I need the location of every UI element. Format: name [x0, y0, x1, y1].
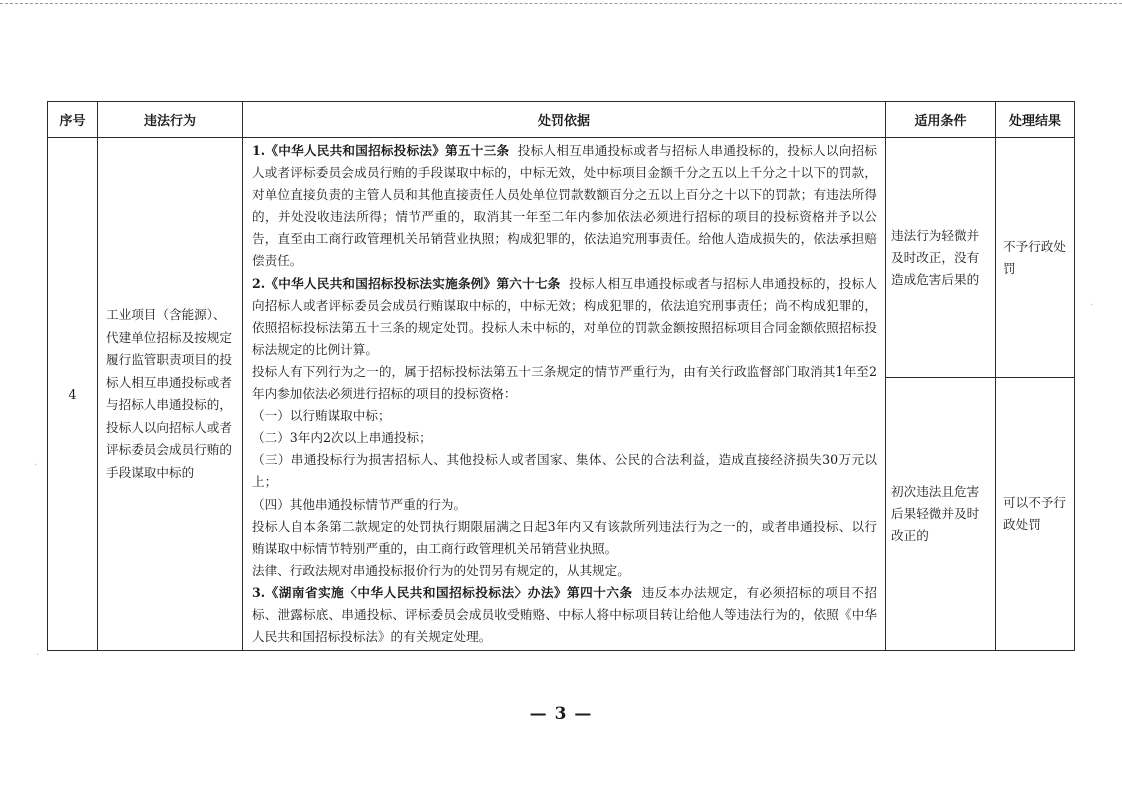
row-number: 4	[48, 138, 98, 651]
scan-top-edge	[0, 3, 1122, 4]
basis-item-2-title: 2.《中华人民共和国招标投标法实施条例》第六十七条	[252, 275, 561, 291]
penalty-table	[47, 101, 1075, 651]
result-2: 可以不予行政处罚	[996, 378, 1075, 651]
basis-clause-4: （四）其他串通投标情节严重的行为。	[252, 496, 467, 512]
basis-item-2	[252, 273, 877, 361]
basis-item-1	[252, 140, 877, 273]
scan-speck: ·	[34, 460, 38, 471]
basis-clause-2: （二）3年内2次以上串通投标；	[252, 430, 432, 446]
basis-item-1-title: 1.《中华人民共和国招标投标法》第五十三条	[252, 143, 510, 158]
header-condition: 适用条件	[886, 102, 996, 138]
page-number: — 3 —	[529, 704, 593, 724]
header-result: 处理结果	[996, 102, 1075, 138]
basis-intro: 投标人有下列行为之一的，属于招标投标法第五十三条规定的情节严重行为，由有关行政监督部门取消其1年至2年内参加依法必须进行招标的项目的投标资格：	[252, 363, 877, 402]
basis-clause-3: （三）串通投标行为损害招标人、其他投标人或者国家、集体、公民的合法利益，造成直接经济损失30万元以上；	[252, 452, 877, 490]
penalty-basis	[243, 138, 886, 651]
scan-speck: ·	[36, 650, 40, 661]
result-1: 不予行政处罚	[996, 138, 1075, 378]
basis-item-3-text: 违反本办法规定，有必须招标的项目不招标、泄露标底、串通投标、评标委员会成员收受贿赂、中标人将中标项目转让给他人等违法行为的，依照《中华人民共和国招标投标法》的有关规定处理。	[252, 584, 877, 645]
basis-item-2-text: 投标人相互串通投标或者与招标人串通投标的，投标人向招标人或者评标委员会成员行贿谋取中标的，中标无效；构成犯罪的，依法追究刑事责任；尚不构成犯罪的，依照招标投标法第五十三条的规定处罚。投标人未中标的，对单位的罚款金额按照招标项目合同金额依照招标投标法规定的比例计算。	[252, 275, 878, 357]
basis-clause-1: （一）以行贿谋取中标；	[252, 408, 391, 424]
basis-repeat: 投标人自本条第二款规定的处罚执行期限届满之日起3年内又有该款所列违法行为之一的，或者串通投标、以行贿谋取中标情节特别严重的，由工商行政管理机关吊销营业执照。	[252, 518, 877, 556]
basis-law: 法律、行政法规对串通投标报价行为的处罚另有规定的，从其规定。	[252, 562, 630, 578]
header-behavior: 违法行为	[98, 102, 243, 138]
basis-item-3-title: 3.《湖南省实施〈中华人民共和国招标投标法〉办法》第四十六条	[252, 584, 633, 600]
basis-item-1-text: 投标人相互串通投标或者与招标人串通投标的，投标人以向招标人或者评标委员会成员行贿的手段谋取中标的，中标无效，处中标项目金额千分之五以上千分之十以下的罚款，对单位直接负责的主管人员和其他直接责任人员处单位罚款数额百分之五以上百分之十以下的罚款；有违法所得的，并处没收违法所得；情节严重的，取消其一年至二年内参加依法必须进行招标的项目的投标资格并予以公告，直至由工商行政管理机关吊销营业执照；构成犯罪的，依法追究刑事责任。给他人造成损失的，依法承担赔偿责任。	[252, 143, 877, 269]
header-basis: 处罚依据	[243, 102, 886, 138]
table-header-row	[48, 102, 1075, 138]
violation-behavior: 工业项目（含能源）、代建单位招标及按规定履行监管职责项目的投标人相互串通投标或者与招标人串通投标的，投标人以向招标人或者评标委员会成员行贿的手段谋取中标的	[98, 138, 243, 651]
header-no: 序号	[48, 102, 98, 138]
condition-1: 违法行为轻微并及时改正，没有造成危害后果的	[886, 138, 996, 378]
scan-speck: ·	[1090, 300, 1094, 311]
table-row	[48, 138, 1075, 378]
condition-2: 初次违法且危害后果轻微并及时改正的	[886, 378, 996, 651]
basis-item-3	[252, 582, 877, 648]
